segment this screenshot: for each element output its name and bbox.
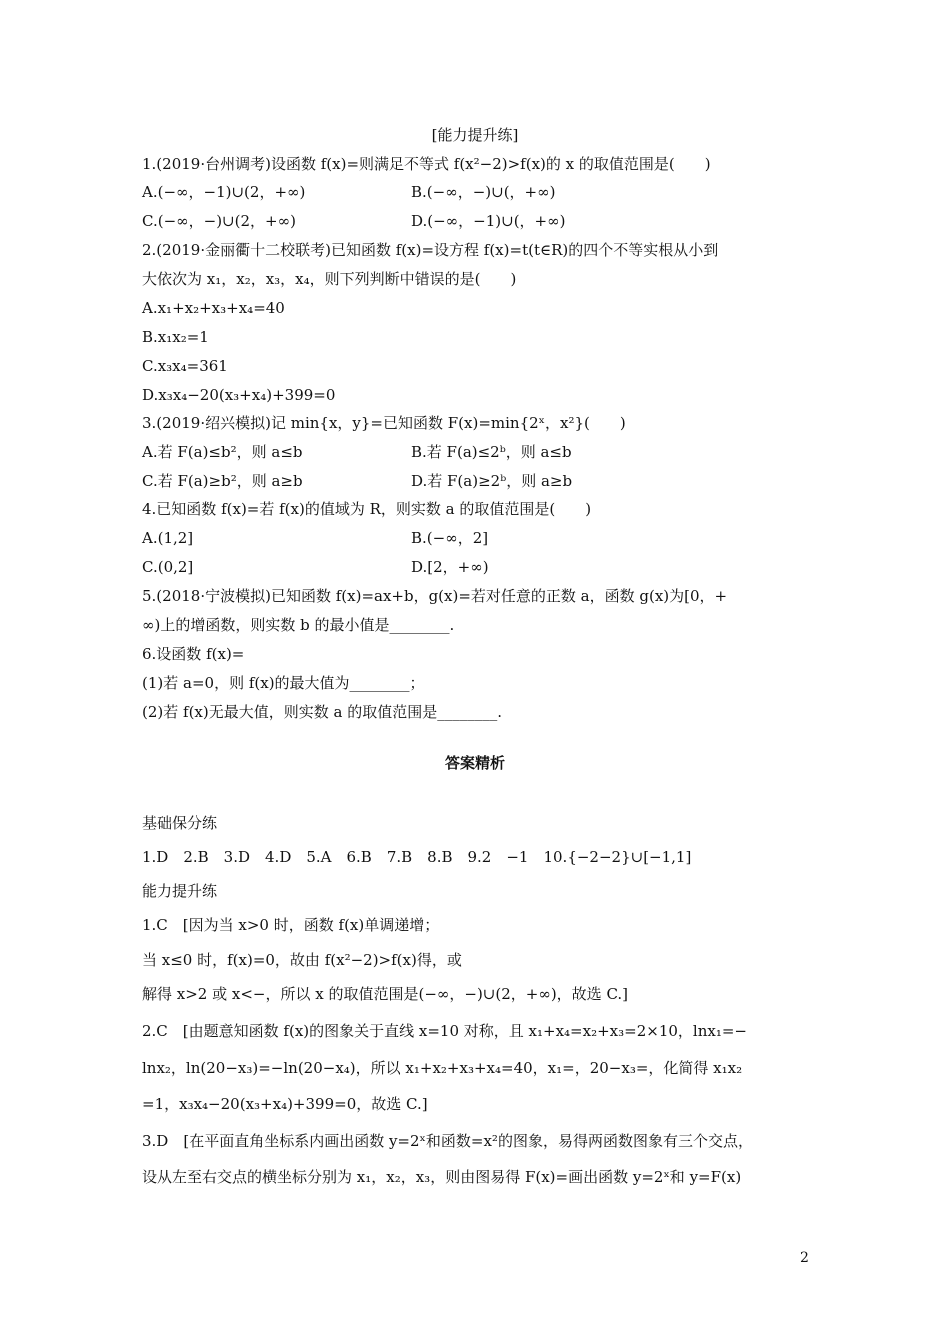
q1-stem: 1.(2019·台州调考)设函数 f(x)=则满足不等式 f(x²−2)>f(x)的 x 的取值范围是( ): [142, 155, 711, 173]
q2-option-a: A.x₁+x₂+x₃+x₄=40: [142, 299, 285, 317]
q3-option-a: A.若 F(a)≤b²，则 a≤b: [142, 443, 303, 461]
answer-1-line2: 当 x≤0 时，f(x)=0，故由 f(x²−2)>f(x)得，或: [142, 951, 462, 969]
answer-2-line1: 2.C [由题意知函数 f(x)的图象关于直线 x=10 对称，且 x₁+x₄=x₂+x₃=2×10，lnx₁=−: [142, 1022, 747, 1040]
section-title: [能力提升练]: [431, 126, 519, 144]
answer-2-line2: lnx₂，ln(20−x₃)=−ln(20−x₄)，所以 x₁+x₂+x₃+x₄=40，x₁=，20−x₃=，化简得 x₁x₂: [142, 1059, 743, 1077]
q6-part1: (1)若 a=0，则 f(x)的最大值为________；: [142, 674, 425, 692]
answer-2-line3: =1，x₃x₄−20(x₃+x₄)+399=0，故选 C.]: [142, 1095, 428, 1113]
q1-option-c: C.(−∞，−)∪(2，+∞): [142, 212, 296, 230]
page-number: 2: [800, 1250, 809, 1266]
q1-option-a: A.(−∞，−1)∪(2，+∞): [142, 183, 306, 201]
q4-option-a: A.(1,2]: [142, 529, 194, 547]
q2-option-d: D.x₃x₄−20(x₃+x₄)+399=0: [142, 386, 336, 404]
q5-stem-line1: 5.(2018·宁波模拟)已知函数 f(x)=ax+b，g(x)=若对任意的正数 a，函数 g(x)为[0，+: [142, 587, 728, 605]
q2-option-b: B.x₁x₂=1: [142, 328, 209, 346]
answer-3-line1: 3.D [在平面直角坐标系内画出函数 y=2ˣ和函数=x²的图象，易得两函数图象有三个交点，: [142, 1132, 753, 1150]
answers-basic-title: 基础保分练: [142, 814, 218, 832]
q4-stem: 4.已知函数 f(x)=若 f(x)的值域为 R，则实数 a 的取值范围是( ): [142, 500, 592, 518]
q2-stem-line2: 大依次为 x₁，x₂，x₃，x₄，则下列判断中错误的是( ): [142, 270, 517, 288]
q4-option-b: B.(−∞，2]: [411, 529, 489, 547]
q3-option-c: C.若 F(a)≥b²，则 a≥b: [142, 472, 303, 490]
q2-stem-line1: 2.(2019·金丽衢十二校联考)已知函数 f(x)=设方程 f(x)=t(t∈R)的四个不等实根从小到: [142, 241, 719, 259]
q6-part2: (2)若 f(x)无最大值，则实数 a 的取值范围是________.: [142, 703, 502, 721]
q1-option-d: D.(−∞，−1)∪(，+∞): [411, 212, 566, 230]
answer-1-line1: 1.C [因为当 x>0 时，函数 f(x)单调递增；: [142, 916, 440, 934]
q4-option-c: C.(0,2]: [142, 558, 194, 576]
q5-stem-line2: ∞)上的增函数，则实数 b 的最小值是________.: [142, 616, 455, 634]
answers-basic-list: 1.D 2.B 3.D 4.D 5.A 6.B 7.B 8.B 9.2 −1 10.{−2−2}∪[−1,1]: [142, 848, 692, 866]
answers-advanced-title: 能力提升练: [142, 882, 218, 900]
q3-option-b: B.若 F(a)≤2ᵇ，则 a≤b: [411, 443, 572, 461]
q1-option-b: B.(−∞，−)∪(，+∞): [411, 183, 556, 201]
answer-title: 答案精析: [444, 754, 505, 772]
q2-option-c: C.x₃x₄=361: [142, 357, 228, 375]
q6-stem: 6.设函数 f(x)=: [142, 645, 245, 663]
q3-stem: 3.(2019·绍兴模拟)记 min{x，y}=已知函数 F(x)=min{2ˣ，x²}( ): [142, 414, 626, 432]
q4-option-d: D.[2，+∞): [411, 558, 489, 576]
answer-3-line2: 设从左至右交点的横坐标分别为 x₁，x₂，x₃，则由图易得 F(x)=画出函数 y=2ˣ和 y=F(x): [142, 1168, 742, 1186]
answer-1-line3: 解得 x>2 或 x<−，所以 x 的取值范围是(−∞，−)∪(2，+∞)，故选 C.]: [142, 985, 629, 1003]
q3-option-d: D.若 F(a)≥2ᵇ，则 a≥b: [411, 472, 573, 490]
